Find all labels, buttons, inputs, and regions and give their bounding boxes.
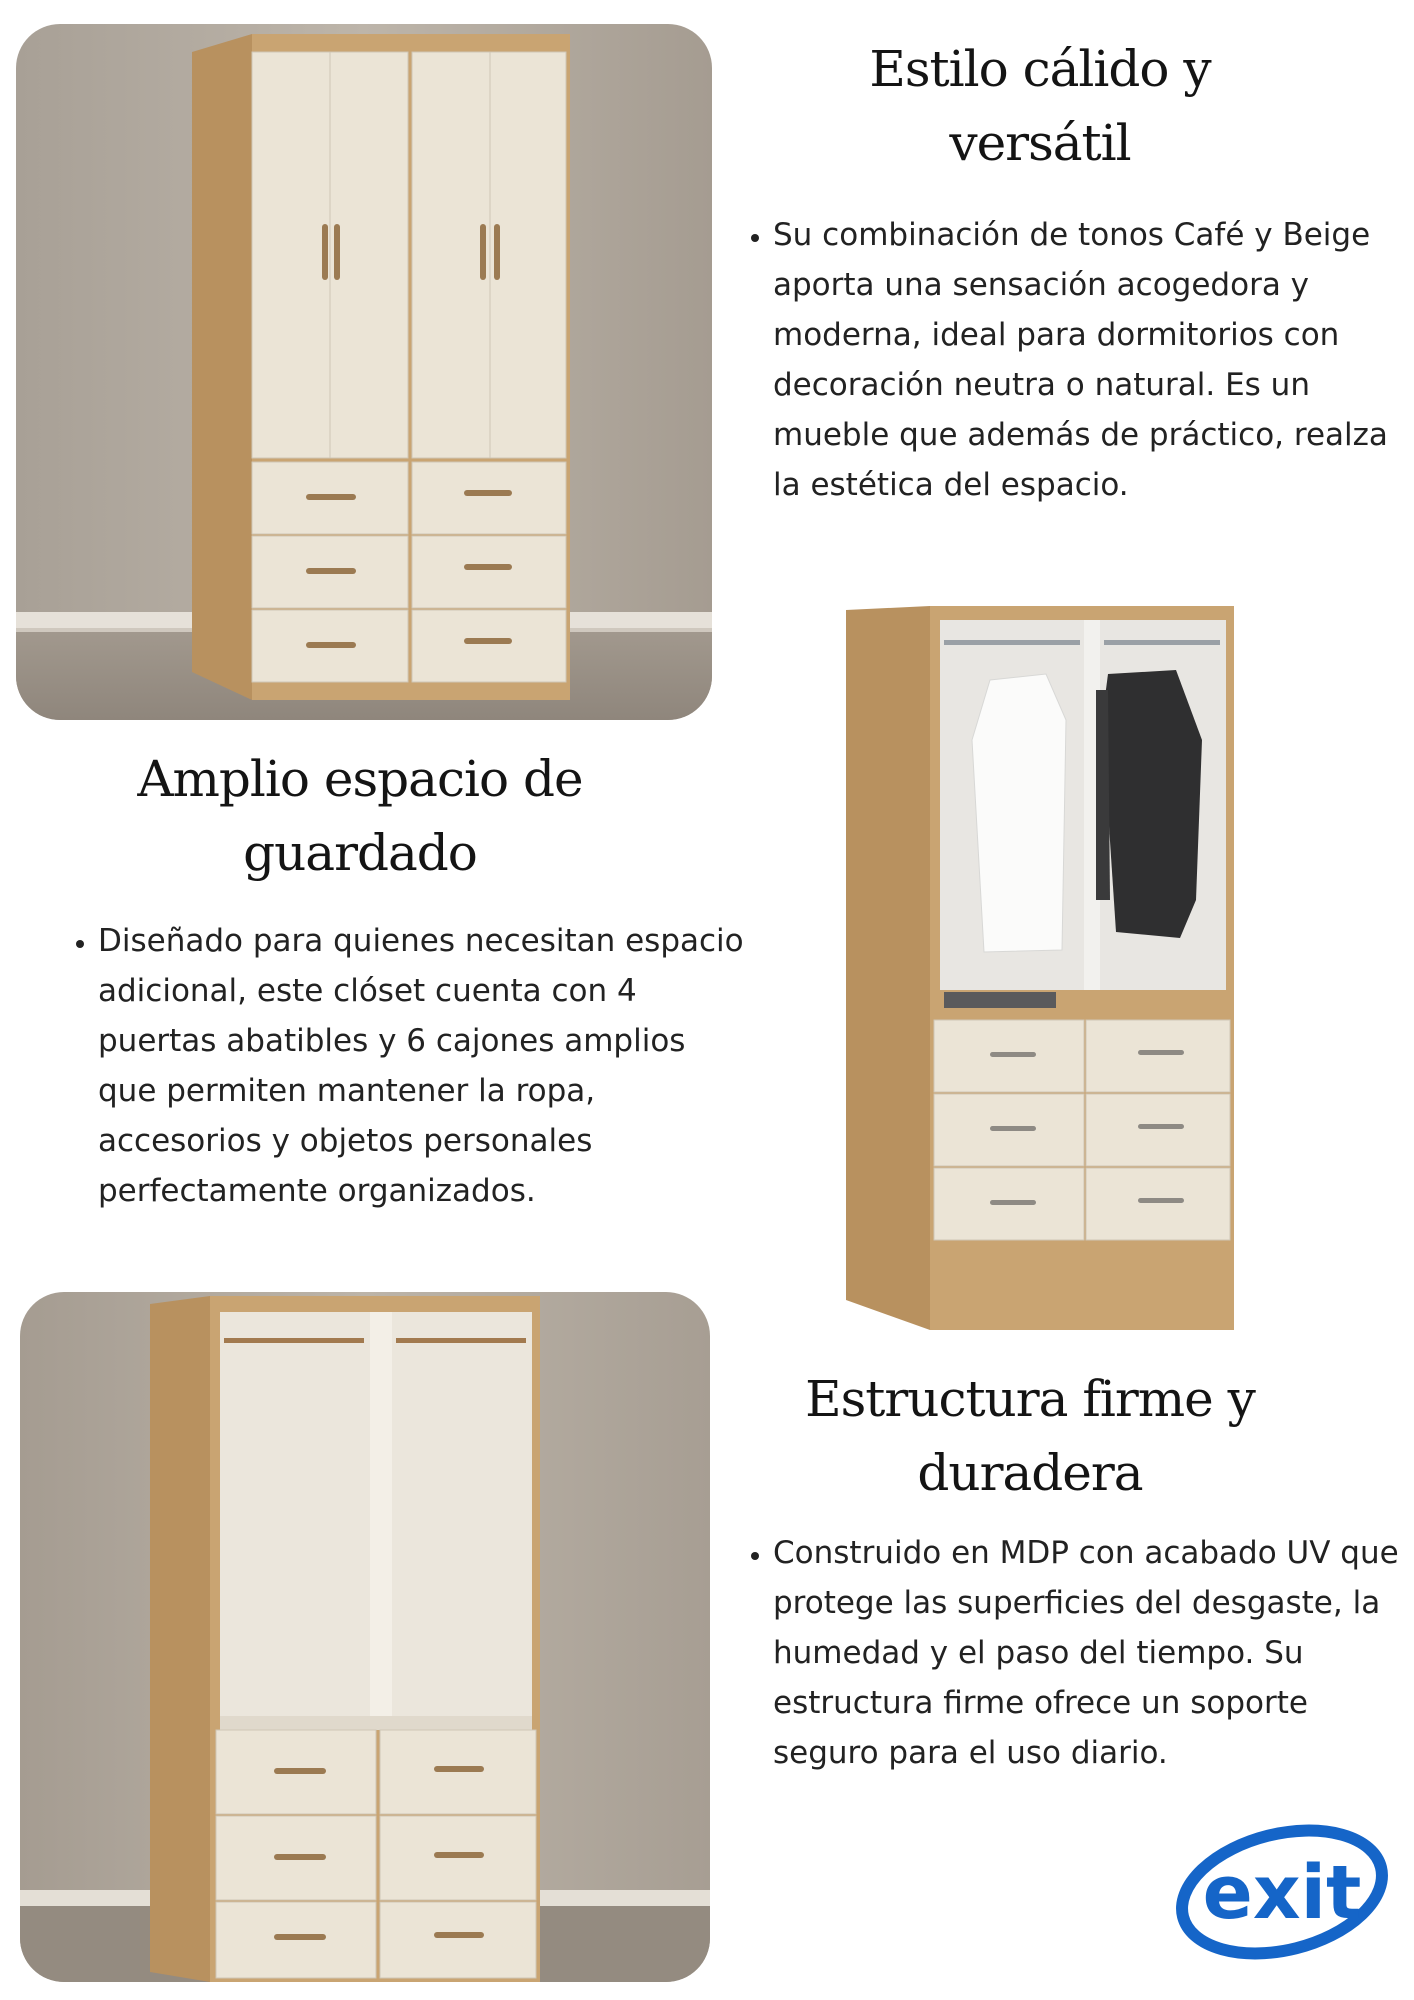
section-bullet-estilo: • Su combinación de tonos Café y Beige aporta una sensación acogedora y moderna, ideal para dormitorios con decoración neutra o natural. Es un mueble que además de práctico, realza la estética del espacio. [773, 210, 1413, 510]
wardrobe-open-clothes-illustration [840, 600, 1240, 1336]
section-body-estilo [735, 210, 1413, 510]
wardrobe-open-empty-illustration [20, 1292, 710, 1982]
open-wardrobe-with-clothes-photo [840, 600, 1240, 1336]
open-wardrobe-empty-photo [20, 1292, 710, 1982]
exit-logo-icon [1170, 1818, 1394, 1968]
wardrobe-closed-illustration [16, 24, 712, 720]
exit-logo [1170, 1818, 1394, 1968]
section-heading-amplio: Amplio espacio de guardado [137, 750, 583, 882]
section-heading-estilo: Estilo cálido y versátil [869, 40, 1211, 172]
section-body-amplio [60, 916, 748, 1216]
section-heading-estructura: Estructura firme y duradera [805, 1370, 1255, 1502]
section-bullet-amplio: • Diseñado para quienes necesitan espacio adicional, este clóset cuenta con 4 puertas abatibles y 6 cajones amplios que permiten mantener la ropa, accesorios y objetos personales perfectamente organizados. [98, 916, 748, 1216]
section-body-estructura [735, 1528, 1413, 1778]
exit-logo-text: exit [1202, 1850, 1362, 1936]
section-bullet-estructura: • Construido en MDP con acabado UV que protege las superficies del desgaste, la humedad y el paso del tiempo. Su estructura firme ofrece un soporte seguro para el uso diario. [773, 1528, 1413, 1778]
closed-wardrobe-photo [16, 24, 712, 720]
